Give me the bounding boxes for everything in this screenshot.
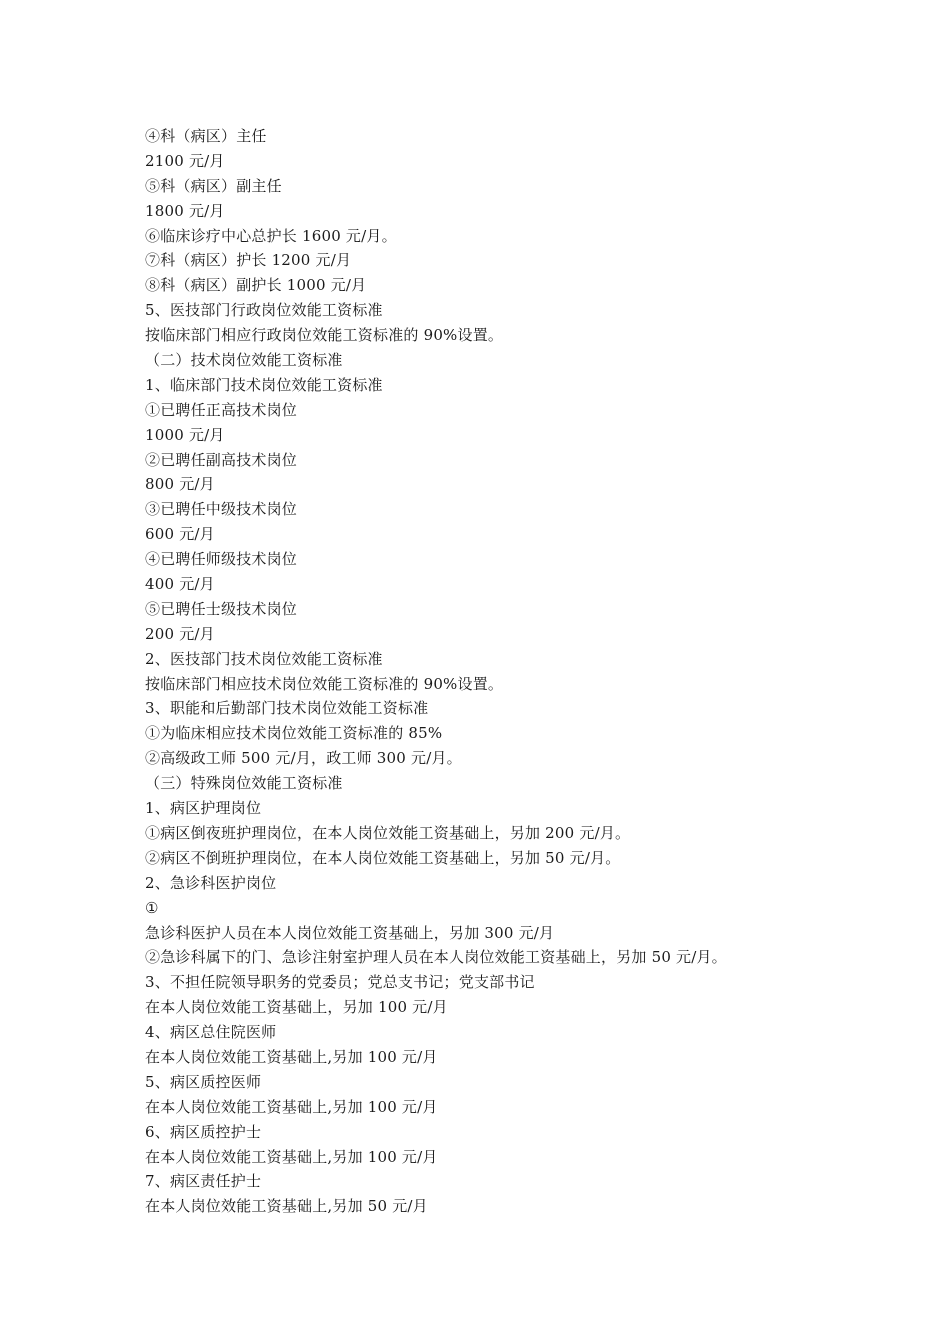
- section-heading: （二）技术岗位效能工资标准: [145, 351, 343, 370]
- text-line: 2100 元/月: [145, 151, 225, 170]
- section-heading: 7、病区责任护士: [145, 1172, 262, 1191]
- section-heading: （三）特殊岗位效能工资标准: [145, 774, 343, 793]
- text-line: ①: [145, 898, 159, 917]
- section-heading: 5、病区质控医师: [145, 1072, 262, 1091]
- section-heading: 5、医技部门行政岗位效能工资标准: [145, 301, 383, 320]
- text-line: ③已聘任中级技术岗位: [145, 500, 298, 519]
- document-body: [145, 124, 845, 1219]
- text-line: ②病区不倒班护理岗位，在本人岗位效能工资基础上，另加 50 元/月。: [145, 848, 621, 867]
- text-line: ①为临床相应技术岗位效能工资标准的 85%: [145, 724, 443, 743]
- text-line: 在本人岗位效能工资基础上，另加 100 元/月: [145, 998, 448, 1017]
- text-line: ④科（病区）主任: [145, 127, 267, 145]
- section-heading: 3、不担任院领导职务的党委员；党总支书记；党支部书记: [145, 973, 535, 992]
- section-heading: 1、病区护理岗位: [145, 799, 262, 818]
- text-line: 急诊科医护人员在本人岗位效能工资基础上，另加 300 元/月: [145, 923, 555, 942]
- section-heading: 4、病区总住院医师: [145, 1023, 277, 1042]
- section-heading: 1、临床部门技术岗位效能工资标准: [145, 375, 383, 394]
- text-line: 在本人岗位效能工资基础上,另加 100 元/月: [145, 1097, 438, 1116]
- text-line: 在本人岗位效能工资基础上,另加 100 元/月: [145, 1047, 438, 1066]
- text-line: 200 元/月: [145, 624, 215, 643]
- text-line: ①已聘任正高技术岗位: [145, 400, 298, 419]
- text-line: 400 元/月: [145, 575, 215, 594]
- text-line: ②高级政工师 500 元/月，政工师 300 元/月。: [145, 749, 462, 768]
- section-heading: 2、急诊科医护岗位: [145, 873, 277, 892]
- text-line: 1000 元/月: [145, 425, 225, 444]
- text-line: ⑥临床诊疗中心总护长 1600 元/月。: [145, 226, 397, 245]
- text-line: 800 元/月: [145, 475, 215, 494]
- text-line: 在本人岗位效能工资基础上,另加 100 元/月: [145, 1147, 438, 1166]
- text-line: ⑤已聘任士级技术岗位: [145, 599, 298, 618]
- text-line: 600 元/月: [145, 525, 215, 544]
- text-line: ②急诊科属下的门、急诊注射室护理人员在本人岗位效能工资基础上，另加 50 元/月。: [145, 948, 727, 967]
- section-heading: 6、病区质控护士: [145, 1122, 262, 1141]
- section-heading: 3、职能和后勤部门技术岗位效能工资标准: [145, 699, 429, 718]
- text-line: 按临床部门相应技术岗位效能工资标准的 90%设置。: [145, 674, 504, 693]
- text-line: 1800 元/月: [145, 201, 225, 220]
- section-heading: 2、医技部门技术岗位效能工资标准: [145, 649, 383, 668]
- text-line: 按临床部门相应行政岗位效能工资标准的 90%设置。: [145, 326, 504, 345]
- text-line: 在本人岗位效能工资基础上,另加 50 元/月: [145, 1197, 428, 1216]
- text-line: ⑧科（病区）副护长 1000 元/月: [145, 276, 367, 295]
- text-line: ⑤科（病区）副主任: [145, 176, 282, 195]
- text-line: ④已聘任师级技术岗位: [145, 550, 298, 569]
- text-line: ⑦科（病区）护长 1200 元/月: [145, 251, 352, 270]
- text-line: ①病区倒夜班护理岗位，在本人岗位效能工资基础上，另加 200 元/月。: [145, 823, 631, 842]
- text-line: ②已聘任副高技术岗位: [145, 450, 298, 469]
